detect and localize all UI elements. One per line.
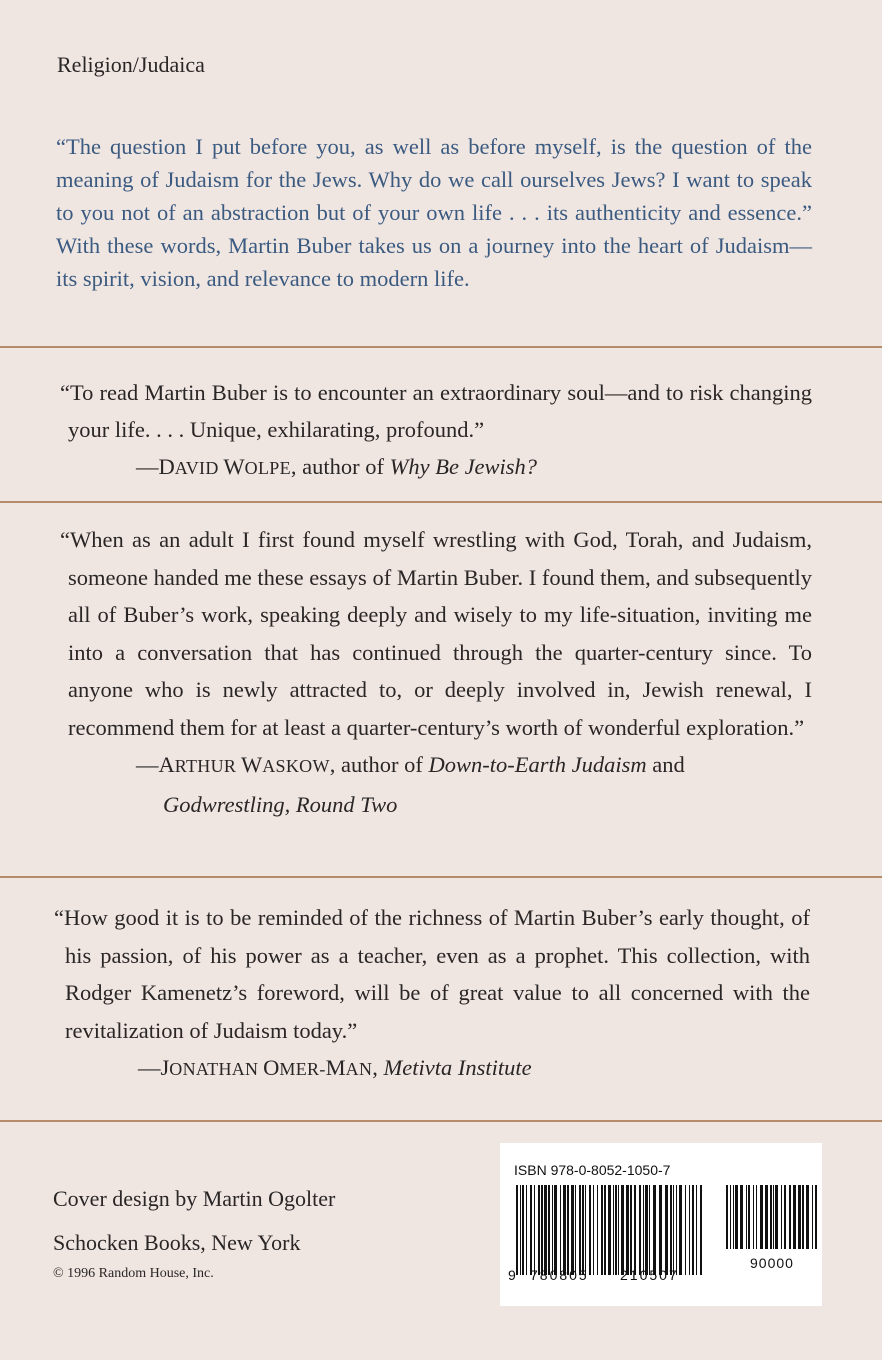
- isbn-barcode: [500, 1143, 822, 1306]
- barcode-bar: [516, 1185, 518, 1275]
- category-label: Religion/Judaica: [57, 52, 205, 77]
- endorsement-attribution: —DAVID WOLPE, author of Why Be Jewish?: [136, 454, 538, 479]
- barcode-bar: [770, 1185, 772, 1249]
- book-title: Godwrestling, Round Two: [163, 791, 398, 817]
- barcode-bar: [670, 1185, 672, 1275]
- barcode-bar: [789, 1185, 791, 1249]
- barcode-bar: [679, 1185, 682, 1275]
- barcode-bar: [665, 1185, 668, 1275]
- barcode-bar: [802, 1185, 804, 1249]
- barcode-bar: [696, 1185, 697, 1275]
- copyright-notice: © 1996 Random House, Inc.: [53, 1266, 214, 1281]
- endorsement-wolpe: [60, 374, 812, 487]
- barcode-bar: [552, 1185, 553, 1275]
- barcode-bar: [571, 1185, 574, 1275]
- barcode-bar: [773, 1185, 774, 1249]
- barcode-bar: [798, 1185, 801, 1249]
- barcode-bar: [608, 1185, 611, 1275]
- divider-2: [0, 501, 882, 503]
- barcode-bar: [676, 1185, 677, 1275]
- lead-description: “The question I put before you, as well as before myself, is the question of the meaning of Judaism for the Jews. Why do we call ourselves Jews? I want to speak to you not of an abstraction but of your own life . . . its authenticity and essence.” With these words, Martin Buber takes us on a journey into the heart of Judaism—its spirit, vision, and relevance to modern life.: [56, 134, 812, 291]
- barcode-bar: [630, 1185, 632, 1275]
- endorsement-attribution: —ARTHUR WASKOW, author of Down-to-Earth Judaism and: [136, 752, 685, 777]
- barcode-bar: [756, 1185, 757, 1249]
- barcode-bar: [673, 1185, 674, 1275]
- barcode-bar: [589, 1185, 591, 1275]
- barcode-bar: [760, 1185, 763, 1249]
- barcode-bar: [554, 1185, 557, 1275]
- barcode-bar: [645, 1185, 648, 1275]
- barcode-bar: [700, 1185, 702, 1275]
- barcode-bar: [626, 1185, 629, 1275]
- barcode-bar: [748, 1185, 750, 1249]
- price-code-digits: 90000: [750, 1255, 794, 1271]
- endorsement-text: “When as an adult I first found myself wrestling with God, Torah, and Judaism, someone handed me these essays of Martin Buber. I found them, and subsequently all of Buber’s work, speaking deeply and wisely to my life-situation, inviting me into a conversation that has continued through the quarter-century since. To anyone who is newly attracted to, or deeply involved in, Jewish renewal, I recommend them for at least a quarter-century’s worth of wonderful exploration.”: [60, 527, 812, 740]
- barcode-lead-digit: 9: [508, 1267, 516, 1283]
- barcode-bar: [544, 1185, 547, 1275]
- barcode-bar: [548, 1185, 550, 1275]
- barcode-bar: [567, 1185, 569, 1275]
- barcode-bar: [541, 1185, 543, 1275]
- barcode-bar: [604, 1185, 606, 1275]
- barcode-bar: [526, 1185, 527, 1275]
- barcode-right-digits: 210507: [620, 1267, 679, 1283]
- barcode-bar: [563, 1185, 566, 1275]
- barcode-bar: [643, 1185, 644, 1275]
- barcode-bar: [815, 1185, 817, 1249]
- barcode-bar: [597, 1185, 598, 1275]
- divider-1: [0, 346, 882, 348]
- cover-design-credit: Cover design by Martin Ogolter: [53, 1186, 336, 1211]
- barcode-bar: [733, 1185, 734, 1249]
- endorsement-text: “To read Martin Buber is to encounter an extraordinary soul—and to risk changing your life. . . . Unique, exhilarating, profound.”: [60, 380, 812, 442]
- barcode-bar: [784, 1185, 786, 1249]
- barcode-bar: [765, 1185, 768, 1249]
- barcode-bar: [726, 1185, 728, 1249]
- barcode-bar: [746, 1185, 747, 1249]
- book-title: Down-to-Earth Judaism: [428, 752, 647, 777]
- endorsement-text: “How good it is to be reminded of the richness of Martin Buber’s early thought, of his passion, of his power as a teacher, even as a prophet. This collection, with Rodger Kamenetz’s foreword, will be of great value to all concerned with the revitalization of Judaism today.”: [54, 905, 810, 1043]
- endorsement-omer-man: [54, 899, 810, 1089]
- barcode-bar: [534, 1185, 535, 1275]
- barcode-bar: [585, 1185, 586, 1275]
- endorsement-attribution-cont: [60, 786, 812, 824]
- barcode-bar: [530, 1185, 532, 1275]
- barcode-bar: [653, 1185, 656, 1275]
- barcode-bar: [575, 1185, 576, 1275]
- book-title: Why Be Jewish?: [389, 454, 538, 479]
- endorsement-waskow: [60, 521, 812, 823]
- barcode-bar: [740, 1185, 743, 1249]
- barcode-bar: [775, 1185, 778, 1249]
- barcode-bar: [579, 1185, 581, 1275]
- barcode-bar: [582, 1185, 584, 1275]
- barcode-bar: [649, 1185, 650, 1275]
- barcode-bar: [781, 1185, 782, 1249]
- barcode-bar: [692, 1185, 694, 1275]
- barcode-bar: [806, 1185, 809, 1249]
- barcode-bar: [639, 1185, 641, 1275]
- barcode-bar: [793, 1185, 796, 1249]
- barcode-bar: [520, 1185, 521, 1275]
- barcode-left-digits: 780805: [530, 1267, 589, 1283]
- barcode-bar: [618, 1185, 619, 1275]
- endorsement-attribution: —JONATHAN OMER-MAN, Metivta Institute: [138, 1055, 532, 1080]
- barcode-bar: [689, 1185, 690, 1275]
- barcode-bar: [538, 1185, 540, 1275]
- isbn-number: ISBN 978-0-8052-1050-7: [514, 1162, 671, 1178]
- barcode-bar: [522, 1185, 524, 1275]
- barcode-bar: [659, 1185, 662, 1275]
- barcode-bar: [735, 1185, 738, 1249]
- divider-3: [0, 876, 882, 878]
- barcode-bar: [812, 1185, 813, 1249]
- barcode-bar: [593, 1185, 594, 1275]
- barcode-bar: [685, 1185, 686, 1275]
- barcode-bar: [634, 1185, 636, 1275]
- divider-4: [0, 1120, 882, 1122]
- barcode-bar: [601, 1185, 603, 1275]
- barcode-bar: [613, 1185, 614, 1275]
- barcode-bar: [615, 1185, 617, 1275]
- barcode-bar: [621, 1185, 624, 1275]
- barcode-bar: [753, 1185, 754, 1249]
- publisher-line: Schocken Books, New York: [53, 1230, 301, 1255]
- barcode-bar: [730, 1185, 731, 1249]
- barcode-bar: [560, 1185, 561, 1275]
- institution-name: Metivta Institute: [383, 1055, 532, 1080]
